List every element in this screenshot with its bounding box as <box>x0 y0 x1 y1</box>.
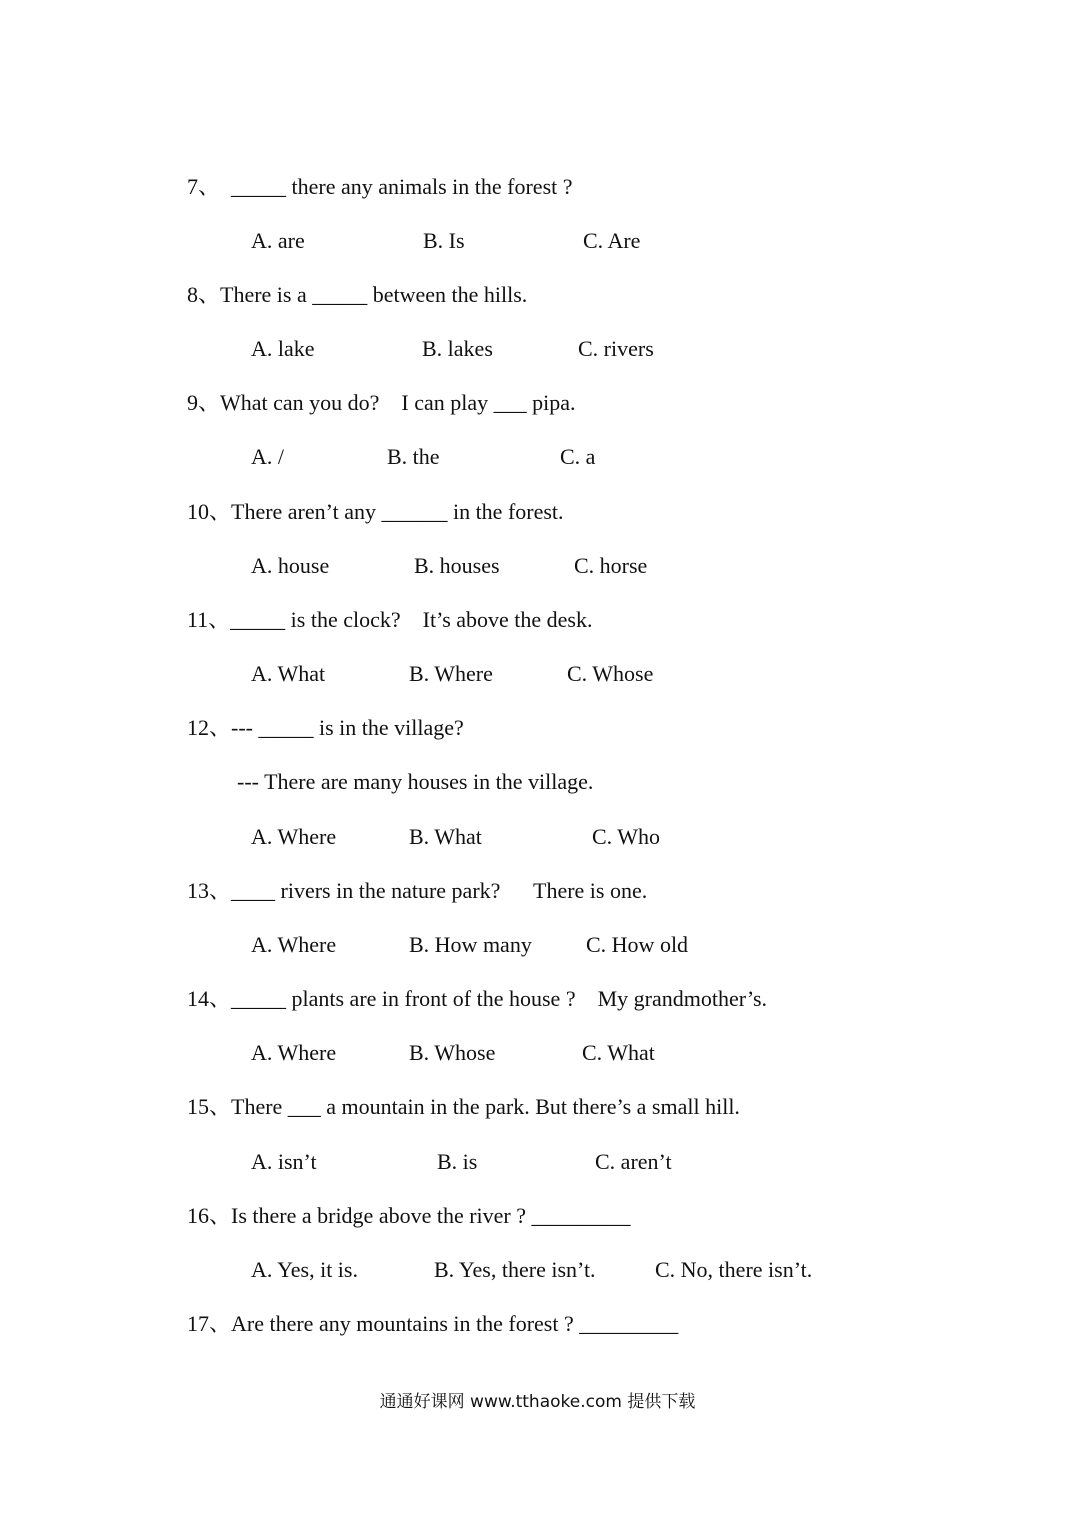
q11-option-c: C. Whose <box>567 661 654 686</box>
q8-option-b: B. lakes <box>422 336 493 361</box>
question-10: 10、There aren’t any ______ in the forest. <box>187 499 564 524</box>
q16-option-a: A. Yes, it is. <box>251 1257 358 1282</box>
question-11: 11、_____ is the clock? It’s above the desk. <box>187 607 593 632</box>
question-16: 16、Is there a bridge above the river ? _________ <box>187 1203 631 1228</box>
q10-option-a: A. house <box>251 553 330 578</box>
q10-option-b: B. houses <box>414 553 500 578</box>
q7-option-c: C. Are <box>583 228 641 253</box>
question-7: 7、 _____ there any animals in the forest ? <box>187 174 573 199</box>
question-9: 9、What can you do? I can play ___ pipa. <box>187 390 576 415</box>
q13-option-a: A. Where <box>251 932 337 957</box>
q10-option-c: C. horse <box>574 553 648 578</box>
q9-option-c: C. a <box>560 444 596 469</box>
q11-option-a: A. What <box>251 661 326 686</box>
question-17: 17、Are there any mountains in the forest ? _________ <box>187 1311 679 1336</box>
q13-option-c: C. How old <box>586 932 689 957</box>
q12-option-b: B. What <box>409 824 482 849</box>
q12-option-c: C. Who <box>592 824 661 849</box>
question-12-answer-line: --- There are many houses in the village. <box>237 769 594 794</box>
q12-option-a: A. Where <box>251 824 337 849</box>
q15-option-c: C. aren’t <box>595 1149 672 1174</box>
q9-option-b: B. the <box>387 444 440 469</box>
footer-source-note: 通通好课网 www.tthaoke.com 提供下载 <box>379 1392 696 1412</box>
question-13: 13、____ rivers in the nature park? There is one. <box>187 878 648 903</box>
q9-option-a: A. / <box>251 444 284 469</box>
q7-option-b: B. Is <box>423 228 465 253</box>
q8-option-c: C. rivers <box>578 336 654 361</box>
q11-option-b: B. Where <box>409 661 493 686</box>
question-15: 15、There ___ a mountain in the park. But there’s a small hill. <box>187 1094 740 1119</box>
question-12: 12、--- _____ is in the village? <box>187 715 464 740</box>
q14-option-c: C. What <box>582 1040 655 1065</box>
q14-option-b: B. Whose <box>409 1040 496 1065</box>
q16-option-c: C. No, there isn’t. <box>655 1257 813 1282</box>
q14-option-a: A. Where <box>251 1040 337 1065</box>
q13-option-b: B. How many <box>409 932 532 957</box>
q15-option-a: A. isn’t <box>251 1149 317 1174</box>
q16-option-b: B. Yes, there isn’t. <box>434 1257 596 1282</box>
q15-option-b: B. is <box>437 1149 478 1174</box>
q8-option-a: A. lake <box>251 336 315 361</box>
question-14: 14、_____ plants are in front of the house ? My grandmother’s. <box>187 986 768 1011</box>
q7-option-a: A. are <box>251 228 305 253</box>
question-8: 8、There is a _____ between the hills. <box>187 282 528 307</box>
